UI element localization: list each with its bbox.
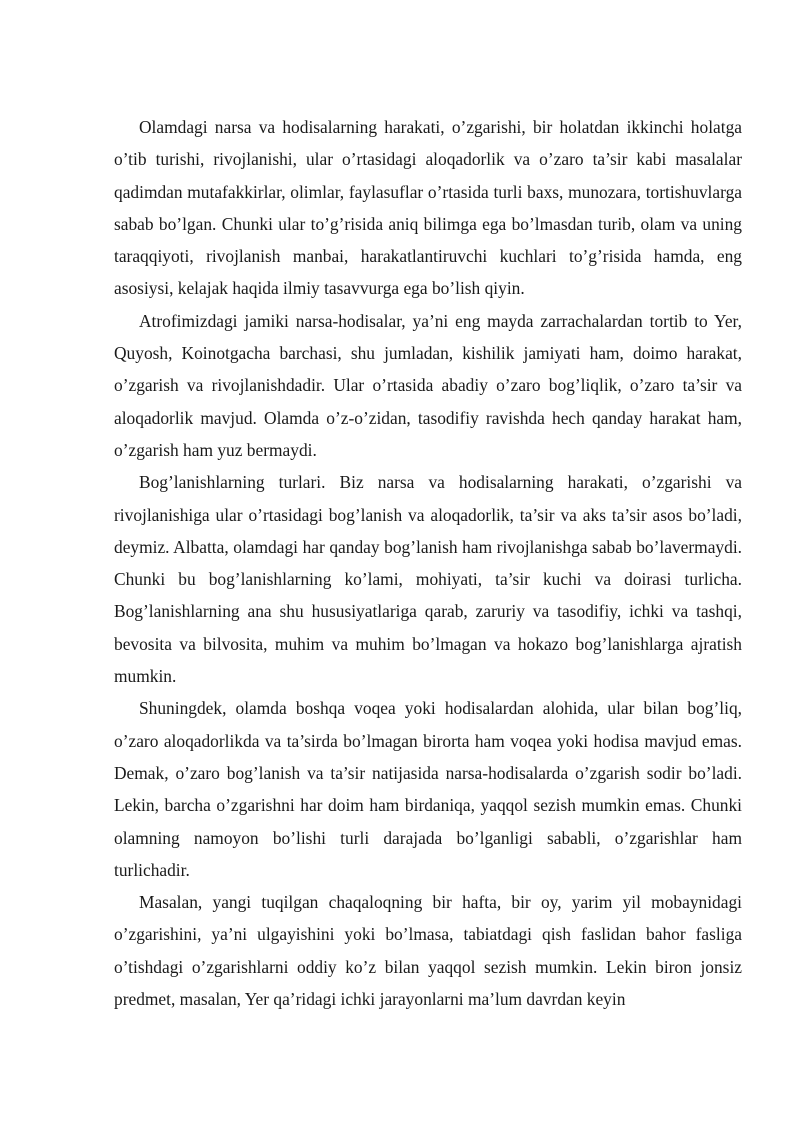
paragraph-4: Shuningdek, olamda boshqa voqea yoki hodisalardan alohida, ular bilan bog’liq, o’zaro aloqadorlikda va ta’sirda bo’lmagan birorta ham voqea yoki hodisa mavjud emas. Demak, o’zaro bog’lanish va ta’sir natijasida narsa-hodisalarda o’zgarish sodir bo’ladi. Lekin, barcha o’zgarishni har doim ham birdaniqa, yaqqol sezish mumkin emas. Chunki olamning namoyon bo’lishi turli darajada bo’lganligi sababli, o’zgarishlar ham turlichadir. <box>114 698 742 880</box>
paragraph-1: Olamdagi narsa va hodisalarning harakati, o’zgarishi, bir holatdan ikkinchi holatga o’tib turishi, rivojlanishi, ular o’rtasidagi aloqadorlik va o’zaro ta’sir kabi masalalar qadimdan mutafakkirlar, olimlar, faylasuflar o’rtasida turli baxs, munozara, tortishuvlarga sabab bo’lgan. Chunki ular to’g’risida aniq bilimga ega bo’lmasdan turib, olam va uning taraqqiyoti, rivojlanish manbai, harakatlantiruvchi kuchlari to’g’risida hamda, eng asosiysi, kelajak haqida ilmiy tasavvurga ega bo’lish qiyin. <box>114 117 742 299</box>
paragraph-2: Atrofimizdagi jamiki narsa-hodisalar, ya’ni eng mayda zarrachalardan tortib to Yer, Quyosh, Koinotgacha barchasi, shu jumladan, kishilik jamiyati ham, doimo harakat, o’zgarish va rivojlanishdadir. Ular o’rtasida abadiy o’zaro bog’liqlik, o’zaro ta’sir va aloqadorlik mavjud. Olamda o’z-o’zidan, tasodifiy ravishda hech qanday harakat ham, o’zgarish ham yuz bermaydi. <box>114 310 742 460</box>
paragraph-3: Bog’lanishlarning turlari. Biz narsa va hodisalarning harakati, o’zgarishi va rivojlanishiga ular o’rtasidagi bog’lanish va aloqadorlik, ta’sir va aks ta’sir asos bo’ladi, deymiz. Albatta, olamdagi har qanday bog’lanish ham rivojlanishga sabab bo’lavermaydi. Chunki bu bog’lanishlarning ko’lami, mohiyati, ta’sir kuchi va doirasi turlicha. Bog’lanishlarning ana shu hususiyatlariga qarab, zaruriy va tasodifiy, ichki va tashqi, bevosita va bilvosita, muhim va muhim bo’lmagan va hokazo bog’lanishlarga ajratish mumkin. <box>114 472 742 687</box>
body-text <box>114 111 742 1015</box>
paragraph-5: Masalan, yangi tuqilgan chaqaloqning bir hafta, bir oy, yarim yil mobaynidagi o’zgarishini, ya’ni ulgayishini yoki bo’lmasa, tabiatdagi qish faslidan bahor fasliga o’tishdagi o’zgarishlarni oddiy ko’z bilan yaqqol sezish mumkin. Lekin biron jonsiz predmet, masalan, Yer qa’ridagi ichki jarayonlarni ma’lum davrdan keyin <box>114 892 742 1010</box>
